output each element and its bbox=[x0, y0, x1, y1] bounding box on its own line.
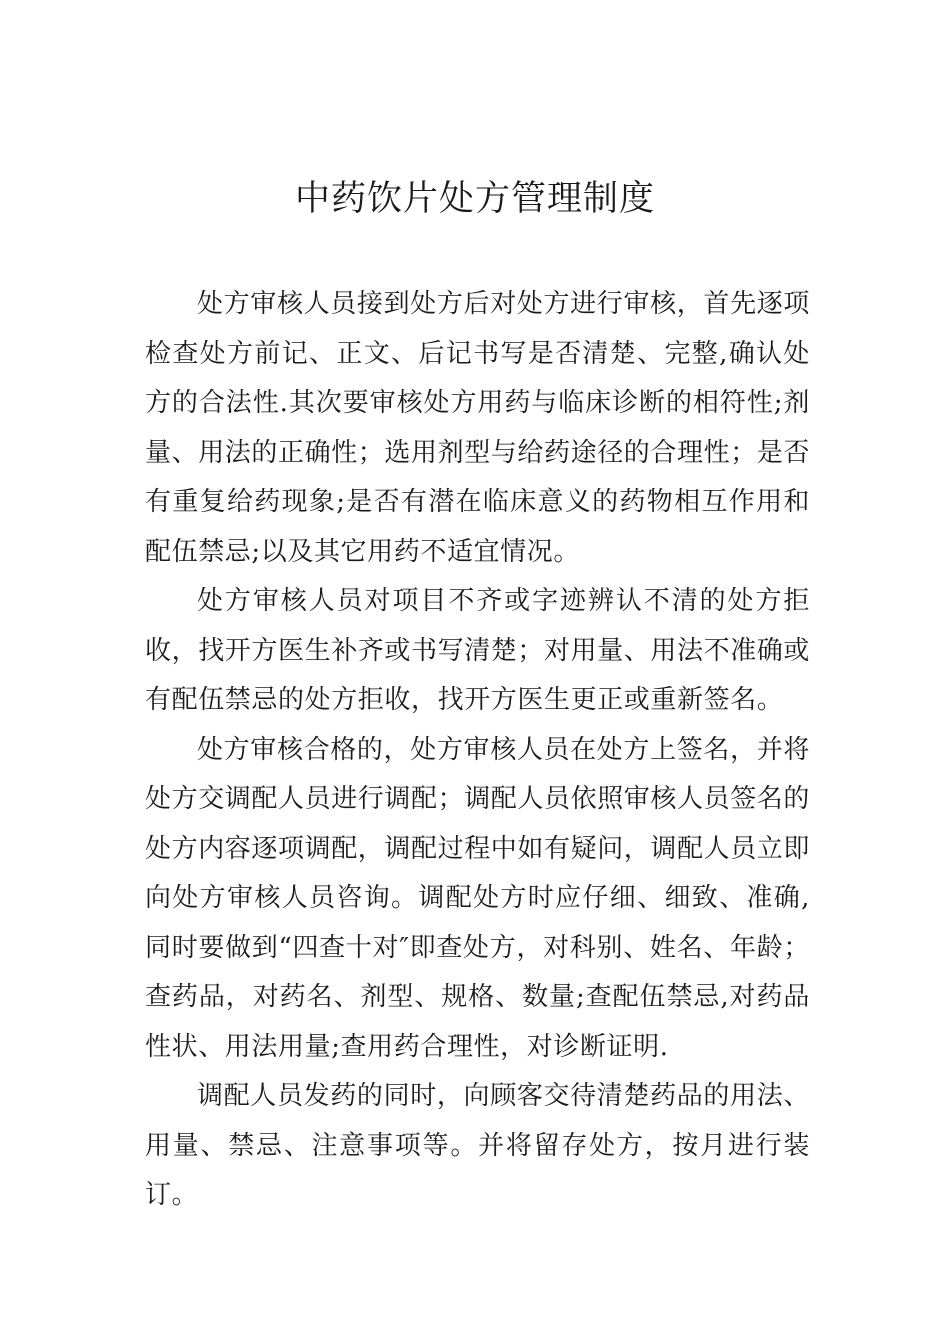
document-body bbox=[145, 280, 810, 1221]
document-title: 中药饮片处方管理制度 bbox=[294, 179, 655, 219]
paragraph-prescription-review: 处方审核人员接到处方后对处方进行审核，首先逐项检查处方前记、正文、后记书写是否清楚、完整,确认处方的合法性.其次要审核处方用药与临床诊断的相符性;剂量、用法的正确性；选用剂型与给药途径的合理性；是否有重复给药现象;是否有潜在临床意义的药物相互作用和配伍禁忌;以及其它用药不适宜情况。 bbox=[145, 289, 811, 567]
paragraph-dispensing: 处方审核合格的，处方审核人员在处方上签名，并将处方交调配人员进行调配；调配人员依照审核人员签名的处方内容逐项调配，调配过程中如有疑问，调配人员立即向处方审核人员咨询。调配处方时应仔细、细致、准确,同时要做到“四查十对″即查处方，对科别、姓名、年龄；查药品，对药名、剂型、规格、数量;查配伍禁忌,对药品性状、用法用量;查用药合理性，对诊断证明. bbox=[145, 734, 811, 1062]
paragraph-prescription-rejection: 处方审核人员对项目不齐或字迹辨认不清的处方拒收，找开方医生补齐或书写清楚；对用量、用法不准确或有配伍禁忌的处方拒收，找开方医生更正或重新签名。 bbox=[145, 586, 811, 715]
paragraph-dispensing-instructions: 调配人员发药的同时，向顾客交待清楚药品的用法、用量、禁忌、注意事项等。并将留存处方，按月进行装订。 bbox=[145, 1081, 810, 1210]
